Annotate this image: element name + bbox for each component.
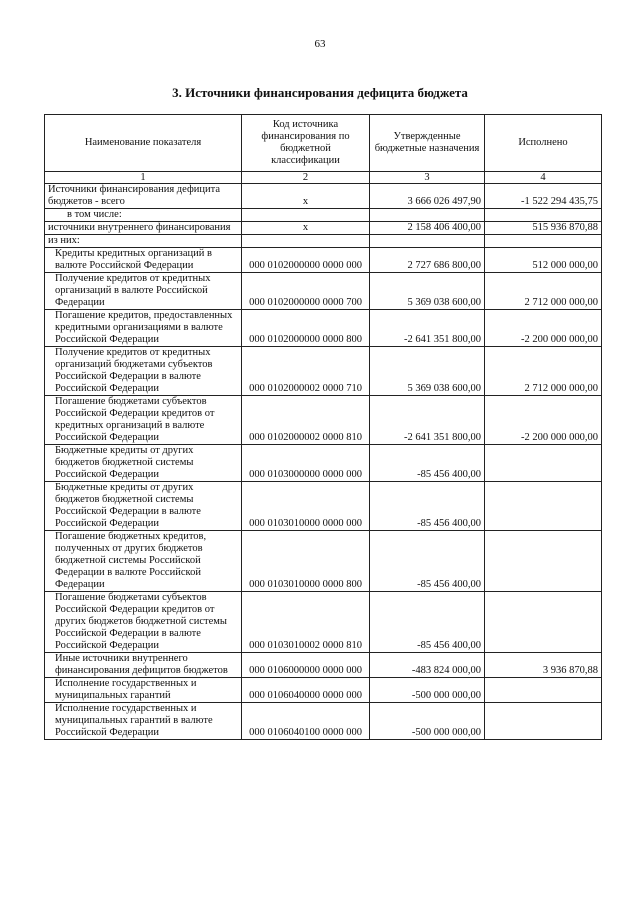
row-executed [485,445,602,482]
budget-deficit-table [44,114,602,740]
page-number: 63 [314,38,326,50]
row-name: в том числе: [45,209,242,222]
row-executed [485,592,602,653]
row-executed [485,235,602,248]
row-executed: -1 522 294 435,75 [485,184,602,209]
row-approved: -2 641 351 800,00 [370,310,485,347]
table-body [45,184,602,740]
row-executed: 2 712 000 000,00 [485,273,602,310]
row-executed: 515 936 870,88 [485,222,602,235]
row-name: Исполнение государственных и муниципальных гарантий в валюте Российской Федерации [45,703,242,740]
row-name: Получение кредитов от кредитных организаций бюджетами субъектов Российской Федерации в валюте Российской Федерации [45,347,242,396]
section-heading: 3. Источники финансирования дефицита бюджета [172,85,468,100]
col-number-1: 1 [45,172,242,184]
table-row [45,310,602,347]
row-code: 000 0102000002 0000 710 [242,347,370,396]
table-row [45,347,602,396]
row-approved: -500 000 000,00 [370,678,485,703]
row-approved: -483 824 000,00 [370,653,485,678]
row-approved [370,235,485,248]
table-row [45,248,602,273]
row-executed: 2 712 000 000,00 [485,347,602,396]
col-header-approved: Утвержденные бюджетные назначения [370,115,485,172]
row-name: Погашение бюджетами субъектов Российской Федерации кредитов от кредитных организаций в валюте Российской Федерации [45,396,242,445]
row-name: Погашение кредитов, предоставленных кредитными организациями в валюте Российской Федерации [45,310,242,347]
row-approved: -2 641 351 800,00 [370,396,485,445]
row-code: 000 0103010000 0000 800 [242,531,370,592]
table-row [45,222,602,235]
row-code: 000 0102000002 0000 810 [242,396,370,445]
table-row [45,678,602,703]
row-code: 000 0106000000 0000 000 [242,653,370,678]
row-code: 000 0102000000 0000 700 [242,273,370,310]
col-number-2: 2 [242,172,370,184]
row-name: Исполнение государственных и муниципальных гарантий [45,678,242,703]
col-header-executed: Исполнено [485,115,602,172]
table-row [45,209,602,222]
row-code [242,235,370,248]
row-code: 000 0102000000 0000 800 [242,310,370,347]
row-name: источники внутреннего финансирования [45,222,242,235]
row-approved: -85 456 400,00 [370,445,485,482]
row-code: 000 0106040000 0000 000 [242,678,370,703]
table-row [45,273,602,310]
row-executed: -2 200 000 000,00 [485,396,602,445]
row-approved [370,209,485,222]
row-executed [485,482,602,531]
row-code: 000 0106040100 0000 000 [242,703,370,740]
table-row [45,653,602,678]
table-row [45,445,602,482]
column-number-row [45,172,602,184]
row-code: x [242,184,370,209]
row-executed [485,678,602,703]
row-executed [485,531,602,592]
row-approved: 5 369 038 600,00 [370,273,485,310]
row-code: 000 0103000000 0000 000 [242,445,370,482]
row-name: Бюджетные кредиты от других бюджетов бюджетной системы Российской Федерации [45,445,242,482]
row-approved: 3 666 026 497,90 [370,184,485,209]
row-approved: -85 456 400,00 [370,482,485,531]
row-executed [485,703,602,740]
col-header-name: Наименование показателя [45,115,242,172]
row-code: 000 0102000000 0000 000 [242,248,370,273]
row-name: Получение кредитов от кредитных организаций в валюте Российской Федерации [45,273,242,310]
col-number-4: 4 [485,172,602,184]
row-code: x [242,222,370,235]
col-number-3: 3 [370,172,485,184]
row-code: 000 0103010002 0000 810 [242,592,370,653]
row-approved: 2 727 686 800,00 [370,248,485,273]
row-approved: 5 369 038 600,00 [370,347,485,396]
row-approved: -500 000 000,00 [370,703,485,740]
row-approved: -85 456 400,00 [370,592,485,653]
row-name: Иные источники внутреннего финансирования дефицитов бюджетов [45,653,242,678]
table-row [45,184,602,209]
row-name: Погашение бюджетных кредитов, полученных от других бюджетов бюджетной системы Российской Федерации в валюте Российской Федерации [45,531,242,592]
table-row [45,592,602,653]
row-executed [485,209,602,222]
col-header-code: Код источника финансирования по бюджетной классификации [242,115,370,172]
row-name: Источники финансирования дефицита бюджетов - всего [45,184,242,209]
row-executed: -2 200 000 000,00 [485,310,602,347]
row-name: Погашение бюджетами субъектов Российской Федерации кредитов от других бюджетов бюджетной системы Российской Федерации в валюте Российской Федерации [45,592,242,653]
table-row [45,703,602,740]
row-approved: 2 158 406 400,00 [370,222,485,235]
row-name: из них: [45,235,242,248]
row-code [242,209,370,222]
row-approved: -85 456 400,00 [370,531,485,592]
row-executed: 512 000 000,00 [485,248,602,273]
header-row [45,115,602,172]
table-row [45,235,602,248]
table-row [45,531,602,592]
table-row [45,482,602,531]
row-name: Бюджетные кредиты от других бюджетов бюджетной системы Российской Федерации в валюте Российской Федерации [45,482,242,531]
row-code: 000 0103010000 0000 000 [242,482,370,531]
row-executed: 3 936 870,88 [485,653,602,678]
row-name: Кредиты кредитных организаций в валюте Российской Федерации [45,248,242,273]
table-row [45,396,602,445]
